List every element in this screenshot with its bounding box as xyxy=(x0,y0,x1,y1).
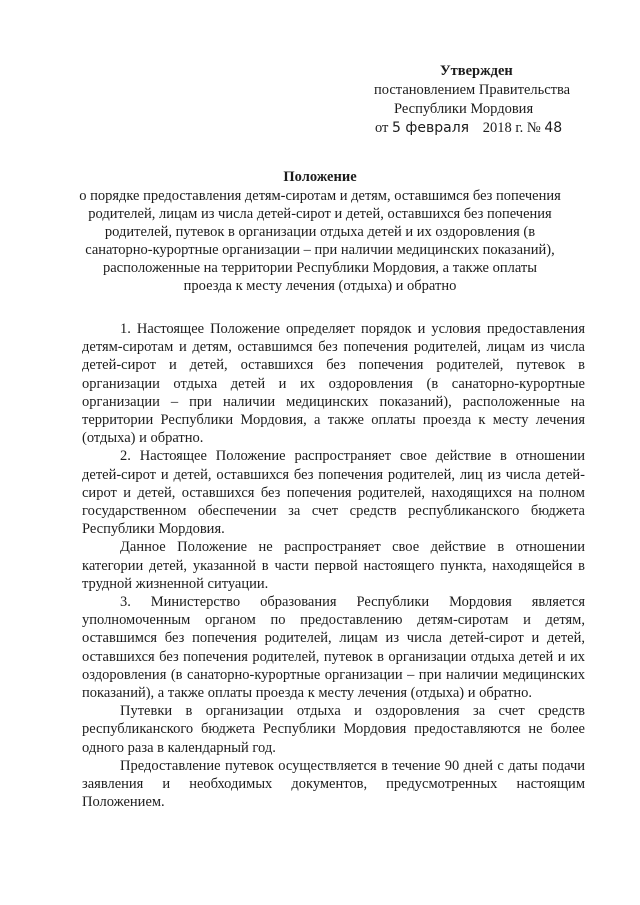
approval-date-prefix: от xyxy=(375,120,389,136)
paragraph-3-terms: Предоставление путевок осуществляется в течение 90 дней с даты подачи заявления и необходимых документов, предусмотренных настоящим Положением. xyxy=(82,757,585,811)
heading-line: расположенные на территории Республики Мордовия, а также оплаты xyxy=(103,260,537,276)
approval-number: 48 xyxy=(544,120,563,136)
paragraph-3-vouchers: Путевки в организации отдыха и оздоровления за счет средств республиканского бюджета Республики Мордовия предоставляются не более одного раза в календарный год. xyxy=(82,703,585,756)
document-heading xyxy=(70,168,570,295)
approval-date-day: 5 февраля xyxy=(392,120,470,136)
paragraph-2-note: Данное Положение не распространяет свое действие в отношении категории детей, указанной в части первой настоящего пункта, находящейся в трудной жизненной ситуации. xyxy=(82,539,585,592)
approval-title: Утвержден xyxy=(440,63,513,79)
heading-line: санаторно-курортные организации – при наличии медицинских показаний), xyxy=(85,242,555,258)
approval-line-1: постановлением Правительства xyxy=(374,82,571,98)
heading-line: проезда к месту лечения (отдыха) и обратно xyxy=(183,278,457,294)
approval-date-year: 2018 г. xyxy=(482,120,524,136)
heading-line: родителей, лицам из числа детей-сирот и детей, оставшихся без попечения xyxy=(88,206,552,222)
heading-line: родителей, путевок в организации отдыха детей и их оздоровления (в xyxy=(104,224,536,240)
document-title: Положение xyxy=(283,169,357,185)
paragraph-3: 3. Министерство образования Республики Мордовия является уполномоченным органом по предоставлению детям-сиротам и детям, оставшимся без попечения родителей, лицам из числа детей-сирот и детей, оставшихся без попечения родителей, путевок в организации отдыха детей и их оздоровления (в санаторно-курортные организации – при наличии медицинских показаний), а также оплаты проезда к месту лечения (отдыха) и обратно. xyxy=(82,594,585,702)
document-body xyxy=(82,320,585,811)
approval-block xyxy=(360,62,610,138)
approval-date-line xyxy=(375,119,610,138)
heading-line: о порядке предоставления детям-сиротам и детям, оставшимся без попечения xyxy=(79,188,561,204)
paragraph-2: 2. Настоящее Положение распространяет свое действие в отношении детей-сирот и детей, оставшихся без попечения родителей, лиц из числа детей-сирот и детей, оставшихся без попечения родителей, находящихся на полном государственном обеспечении за счет средств республиканского бюджета Республики Мордовия. xyxy=(82,448,585,538)
paragraph-1: 1. Настоящее Положение определяет порядок и условия предоставления детям-сиротам и детям, оставшимся без попечения родителей, лицам из числа детей-сирот и детей, оставшихся без попечения родителей, путевок в организации отдыха детей и их оздоровления (в санаторно-курортные организации – при наличии медицинских показаний), расположенные на территории Республики Мордовия, а также оплаты проезда к месту лечения (отдыха) и обратно. xyxy=(82,321,585,447)
approval-line-2: Республики Мордовия xyxy=(394,101,534,117)
approval-number-sign: № xyxy=(526,120,541,136)
